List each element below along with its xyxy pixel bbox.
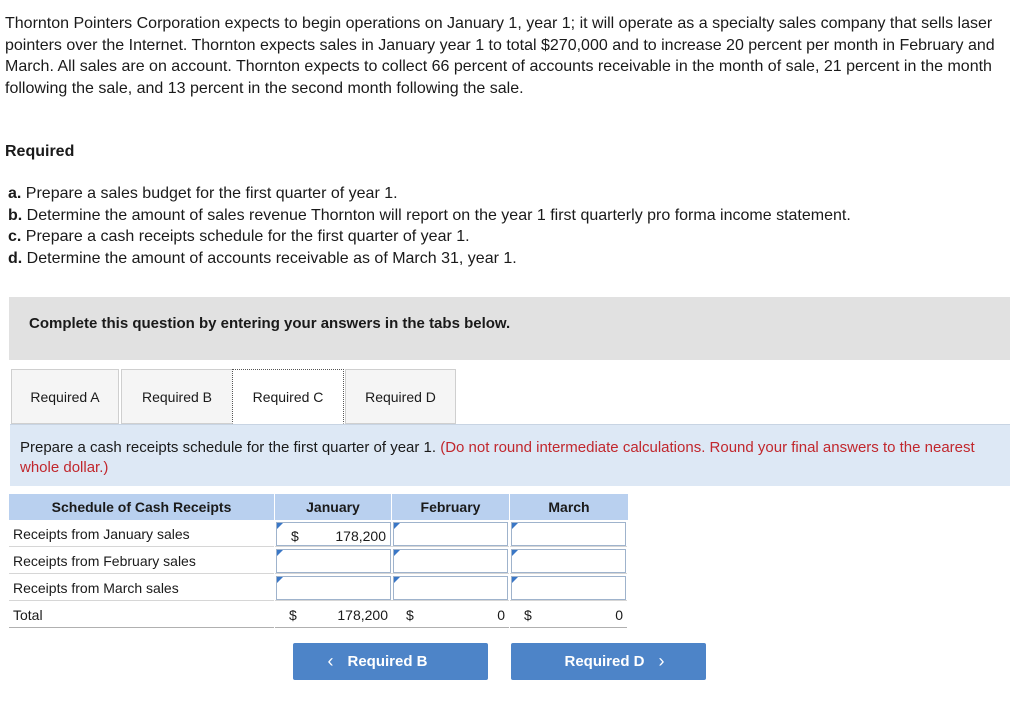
input-marker-icon — [394, 577, 400, 583]
required-item-d: d. Determine the amount of accounts receivable as of March 31, year 1. — [8, 249, 517, 267]
header-january: January — [275, 494, 392, 520]
input-marker-icon — [512, 550, 518, 556]
tab-required-a[interactable]: Required A — [11, 369, 119, 424]
total-february: $ 0 — [392, 602, 509, 628]
total-label: Total — [9, 602, 274, 628]
answer-input[interactable] — [393, 549, 508, 573]
input-marker-icon — [394, 523, 400, 529]
tab-required-b[interactable]: Required B — [121, 369, 233, 424]
instruction-text: Prepare a cash receipts schedule for the first quarter of year 1. — [20, 439, 437, 456]
jan-receipts-jan-cell — [275, 521, 392, 547]
input-marker-icon — [512, 523, 518, 529]
tab-instructions — [10, 424, 1010, 486]
jan-receipts-feb-cell — [392, 521, 509, 547]
input-marker-icon — [394, 550, 400, 556]
header-march: March — [510, 494, 629, 520]
tab-required-d[interactable]: Required D — [345, 369, 456, 424]
prev-required-b-button[interactable]: ‹ Required B — [293, 643, 488, 680]
required-item-a: a. Prepare a sales budget for the first quarter of year 1. — [8, 185, 398, 202]
instructions-banner — [9, 297, 1010, 360]
feb-receipts-feb-cell — [392, 548, 509, 574]
jan-receipts-mar-cell — [510, 521, 627, 547]
answer-input[interactable] — [276, 549, 391, 573]
table-row — [9, 575, 629, 602]
input-marker-icon — [512, 577, 518, 583]
required-item-b: b. Determine the amount of sales revenue Thornton will report on the year 1 first quarterly pro forma income statement. — [8, 206, 851, 224]
problem-statement: Thornton Pointers Corporation expects to begin operations on January 1, year 1; it will operate as a specialty sales company that sells laser pointers over the Internet. Thornton expects sales in January year 1 to total $270,000 and to increase 20 percent per month in February and March. All sales are on account. Thornton expects to collect 66 percent of accounts receivable in the month of sale, 21 percent in the month following the sale, and 13 percent in the second month following the sale. — [5, 15, 995, 97]
next-required-d-button[interactable]: Required D › — [511, 643, 706, 680]
answer-input[interactable] — [393, 576, 508, 600]
feb-receipts-jan-cell — [275, 548, 392, 574]
required-item-c: c. Prepare a cash receipts schedule for the first quarter of year 1. — [8, 228, 470, 245]
table-row — [9, 548, 629, 575]
required-list — [8, 183, 851, 269]
schedule-header-row — [9, 494, 629, 521]
answer-input[interactable] — [511, 576, 626, 600]
banner-text: Complete this question by entering your answers in the tabs below. — [29, 315, 511, 332]
answer-input[interactable] — [393, 522, 508, 546]
mar-receipts-jan-cell — [275, 575, 392, 601]
tab-required-c[interactable]: Required C — [232, 369, 344, 424]
input-marker-icon — [277, 550, 283, 556]
answer-input[interactable] — [276, 576, 391, 600]
schedule-header-label: Schedule of Cash Receipts — [9, 494, 275, 520]
input-marker-icon — [277, 577, 283, 583]
answer-input[interactable]: $ 178,200 — [276, 522, 391, 546]
table-row — [9, 521, 629, 548]
row-label: Receipts from January sales — [9, 521, 274, 547]
total-march: $ 0 — [510, 602, 627, 628]
feb-receipts-mar-cell — [510, 548, 627, 574]
mar-receipts-feb-cell — [392, 575, 509, 601]
input-marker-icon — [277, 523, 283, 529]
total-row — [9, 602, 629, 629]
chevron-right-icon: › — [658, 651, 665, 671]
instruction-note: (Do not round intermediate calculations. Round your final answers to the nearest whole dollar.) — [20, 439, 975, 476]
required-heading: Required — [5, 143, 75, 160]
chevron-left-icon: ‹ — [327, 651, 334, 671]
total-january: $ 178,200 — [275, 602, 392, 628]
header-february: February — [392, 494, 510, 520]
row-label: Receipts from February sales — [9, 548, 274, 574]
answer-input[interactable] — [511, 522, 626, 546]
row-label: Receipts from March sales — [9, 575, 274, 601]
answer-input[interactable] — [511, 549, 626, 573]
mar-receipts-mar-cell — [510, 575, 627, 601]
